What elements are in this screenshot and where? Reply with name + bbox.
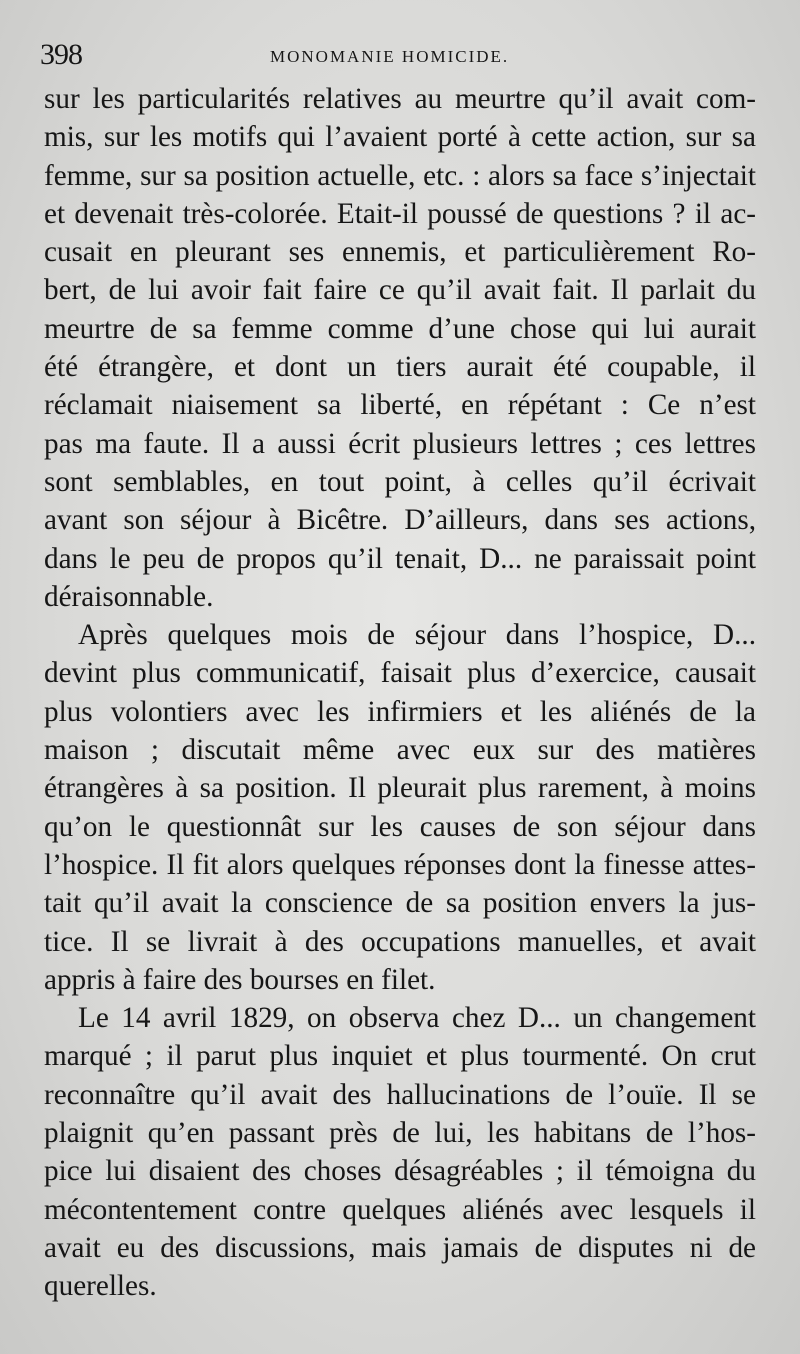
text-line: maison ; discutait même avec eux sur des matières — [44, 734, 756, 767]
text-line: appris à faire des bourses en filet. — [44, 963, 436, 996]
text-line: devint plus communicatif, faisait plus d’exercice, causait — [44, 657, 756, 690]
text-line: qu’on le questionnât sur les causes de son séjour dans — [44, 810, 756, 843]
text-line: sur les particularités relatives au meurtre qu’il avait com- — [44, 83, 756, 115]
text-line: marqué ; il parut plus inquiet et plus tourmenté. On crut — [44, 1040, 756, 1073]
text-line: querelles. — [44, 1270, 157, 1303]
text-line: reconnaître qu’il avait des hallucinations de l’ouïe. Il se — [44, 1078, 756, 1111]
text-line: dans le peu de propos qu’il tenait, D... ne paraissait point — [44, 542, 756, 575]
running-head: MONOMANIE HOMICIDE. — [270, 47, 510, 66]
text-line: mis, sur les motifs qui l’avaient porté à cette action, sur sa — [44, 121, 756, 154]
text-line: pice lui disaient des choses désagréables ; il témoigna du — [44, 1155, 756, 1188]
text-line: l’hospice. Il fit alors quelques réponses dont la finesse attes- — [44, 848, 756, 881]
text-line: pas ma faute. Il a aussi écrit plusieurs lettres ; ces lettres — [44, 427, 756, 460]
text-line: meurtre de sa femme comme d’une chose qui lui aurait — [44, 312, 756, 345]
text-line: et devenait très-colorée. Etait-il poussé de questions ? il ac- — [44, 197, 756, 230]
text-line: déraisonnable. — [44, 580, 214, 613]
text-line: avait eu des discussions, mais jamais de disputes ni de — [44, 1231, 756, 1264]
page-number: 398 — [40, 38, 82, 71]
text-line: avant son séjour à Bicêtre. D’ailleurs, dans ses actions, — [44, 504, 756, 537]
text-line: tait qu’il avait la conscience de sa position envers la jus- — [44, 887, 756, 920]
text-line: plaignit qu’en passant près de lui, les habitans de l’hos- — [44, 1117, 756, 1150]
body-text — [44, 80, 756, 1306]
text-line: sont semblables, en tout point, à celles qu’il écrivait — [44, 465, 756, 498]
text-line: femme, sur sa position actuelle, etc. : alors sa face s’injectait — [44, 159, 756, 192]
paragraph — [44, 80, 756, 616]
text-line: tice. Il se livrait à des occupations manuelles, et avait — [44, 925, 756, 958]
page-header — [40, 38, 760, 78]
text-line: plus volontiers avec les infirmiers et les aliénés de la — [44, 695, 756, 728]
paragraph — [44, 999, 756, 1305]
text-line: réclamait niaisement sa liberté, en répétant : Ce n’est — [44, 389, 756, 422]
text-line: été étrangère, et dont un tiers aurait été coupable, il — [44, 351, 756, 384]
text-line: mécontentement contre quelques aliénés avec lesquels il — [44, 1193, 756, 1226]
text-line: cusait en pleurant ses ennemis, et particulièrement Ro- — [44, 236, 756, 269]
paragraph — [44, 616, 756, 999]
text-line: Après quelques mois de séjour dans l’hospice, D... — [78, 619, 756, 652]
text-line: étrangères à sa position. Il pleurait plus rarement, à moins — [44, 772, 756, 805]
text-line: Le 14 avril 1829, on observa chez D... un changement — [78, 1002, 756, 1035]
text-line: bert, de lui avoir fait faire ce qu’il avait fait. Il parlait du — [44, 274, 756, 307]
